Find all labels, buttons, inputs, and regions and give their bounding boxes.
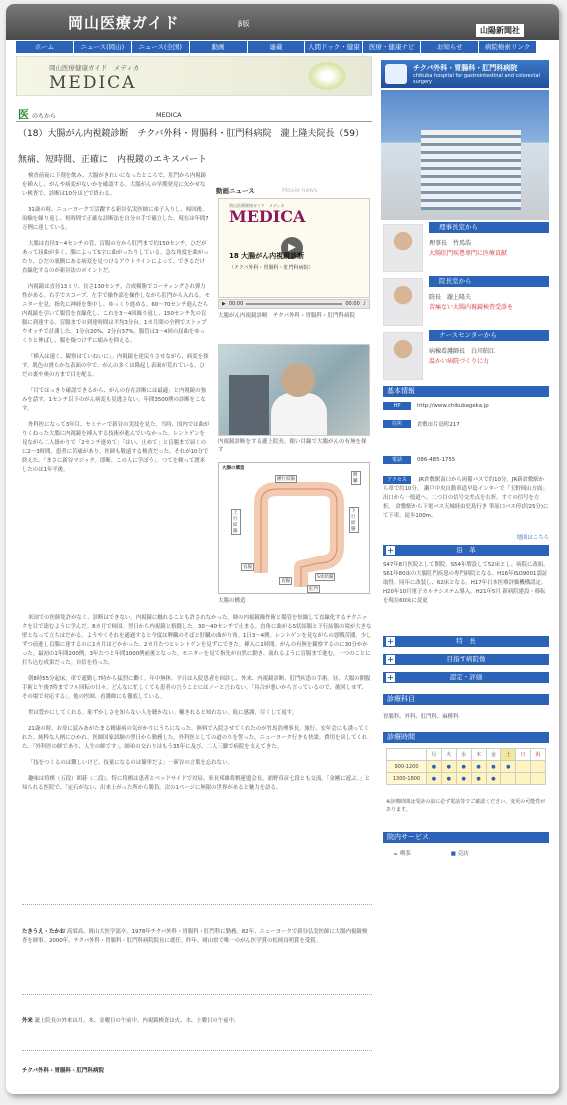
nurse-photo xyxy=(383,332,423,380)
site-header xyxy=(6,4,559,40)
feature-title: 特 長 xyxy=(456,637,476,645)
hp-row xyxy=(383,402,549,410)
profile-director xyxy=(381,276,549,328)
page-frame xyxy=(6,4,559,1094)
feature-accordion[interactable] xyxy=(383,636,549,647)
hospital-logo-icon xyxy=(385,64,407,84)
diagram-caption: 大腸の構造 xyxy=(218,598,246,604)
video-hospital: （チクバ外科・胃腸科・肛門科病院） xyxy=(229,265,314,271)
day-fri: 金 xyxy=(486,749,501,761)
profile-name: 病棟看護師長 白川昭江 xyxy=(429,348,496,355)
hours-row-am xyxy=(387,761,546,773)
day-sun: 日 xyxy=(516,749,531,761)
day-holiday: 祝 xyxy=(531,749,546,761)
map-link[interactable]: 地図はこちら xyxy=(516,535,549,541)
video-subtitle: 岡山医療健康ガイド メディカ xyxy=(229,203,285,208)
author-bio: 高梁高、岡山大医学部卒。1978年チクバ外科・胃腸科・肛門科に勤務。82年、ニューヨークで新谷弘実医師に大腸内視鏡検査を師事。2000年、チクバ外科・胃腸科・肛門科病院院長に就任。昨年、岡山県で唯一のがん医学賞の松岡良明賞を受賞。 xyxy=(22,929,368,944)
chairman-photo xyxy=(383,224,423,272)
profile-heading[interactable]: 理事長室から xyxy=(429,222,549,233)
aim-accordion[interactable] xyxy=(383,654,549,665)
doctor-coat xyxy=(271,393,327,436)
day-tue: 火 xyxy=(441,749,456,761)
author-profile xyxy=(22,928,372,946)
video-time: 00:00 xyxy=(228,301,244,307)
divider xyxy=(22,1050,372,1051)
article-body-full xyxy=(22,614,372,800)
hours-mark: ● xyxy=(471,773,486,785)
label-cecum: 盲腸 xyxy=(243,565,252,570)
play-small-icon[interactable]: ▶ xyxy=(222,301,226,307)
label-spleen: 脾臓 xyxy=(351,471,361,485)
nav-home[interactable]: ホーム xyxy=(16,41,74,53)
hours-note: ※診療時間は受診の前に必ず電話等でご確認ください。変更の可能性があります。 xyxy=(386,799,546,813)
footer-hospital: チクバ外科・胃腸科・肛門科病院 xyxy=(22,1068,104,1074)
plus-icon: + xyxy=(387,655,394,664)
nav-notices[interactable]: お知らせ xyxy=(421,41,479,53)
article-paragraph: 21歳の時、お母に読みあがたまる精康病の気がかりにうちになった。無料で入院させてくれたのが竹馬浩理事長。旅行、宏年会にも誘ってくれた。純粋な人柄にひかれ、医師国家試験の翌日から勤務した。外科医としての道のりを誓った。ニューヨーク行きも快諾。費用を出してくれた。「外科医の師であり、人生の師です」。師弟の交わりはもう35年に及び、二人三脚で病院を支えてきた。 xyxy=(22,726,370,750)
service-cafe-label: 喫茶 xyxy=(399,851,411,857)
main-nav xyxy=(16,41,536,53)
service-shop-label: 売店 xyxy=(457,851,469,857)
hospital-building-photo xyxy=(381,90,549,220)
nav-hospital-links[interactable]: 病院検索リンク xyxy=(484,43,531,51)
video-caption: 大腸がん内視鏡診断 チクバ外科・胃腸科・肛門科病院 xyxy=(218,313,355,319)
profile-link[interactable]: 温かい病院づくりに力 xyxy=(429,358,490,365)
article-paragraph: 趣味は将棋（五段）囲碁（二段）。特に将棋は患者とベッドサイドで対局、米長邦雄将棋連盟会長、浦野真彦七段とも交流。「金剛に遊ぶ。」と知られる医院で、「定石がない、出来上がった所から勝負。次の1ページに無限の世界があると魅力を語る。 xyxy=(22,776,371,791)
building-facade xyxy=(421,130,521,210)
article-paragraph: 検査前夜に下剤を飲み、大腸がきれいになったところで、肛門から内視鏡を挿入し、がんや病変がないかを確認する。大腸がんの早期発見に欠かせない検査で、診断は10分ほどで終わる。 xyxy=(22,173,207,197)
hours-mark: ● xyxy=(441,773,456,785)
section-kanji: 医 xyxy=(18,108,29,121)
label-anus: 肛門 xyxy=(309,587,318,592)
shop-icon: ■ xyxy=(450,851,456,857)
label-transverse: 横行結腸 xyxy=(277,477,295,482)
article-paragraph: 「挿入は速く、観察はていねいに」。内視鏡を逆戻りさせながら、病変を探す。肌色の滑らかな表面の中で、がんの多くは隆起し表面が荒れている。ひだの裏や奥の方まで目を配る。 xyxy=(22,354,209,378)
profile-name: 院長 瀧上隆夫 xyxy=(429,294,472,301)
access-tag: アクセス xyxy=(383,476,411,484)
note-label: 外来 xyxy=(22,1018,33,1024)
outpatient-note xyxy=(22,1016,372,1024)
hours-row-pm xyxy=(387,773,546,785)
nav-health-check[interactable]: 人間ドック・健康 xyxy=(305,41,363,53)
profile-chairman xyxy=(381,222,549,274)
label-sigmoid: S状結腸 xyxy=(317,575,334,580)
profile-heading[interactable]: ナースセンターから xyxy=(429,330,549,341)
article-body-column xyxy=(22,172,210,482)
video-controls[interactable] xyxy=(218,299,370,309)
play-icon[interactable]: ▶ xyxy=(281,237,303,259)
service-shop xyxy=(451,849,469,857)
nav-series[interactable]: 連載 xyxy=(248,41,306,53)
profile-link[interactable]: 大腸肛門疾患専門に医療貢献 xyxy=(429,250,508,257)
article-paragraph: 米国での医師免許がなく、診断はできない。内視鏡に触れることも許されなかった。師の内視鏡操作術と腸管を短縮して直線化するテクニックを目で盗むように学んだ。8カ月で帰国。翌日から内視鏡と格闘した。30〜40センチで止まる。直角に曲がるS状結腸と下行結腸の境が大きな壁となって立ちはだかる。ようやくそれを通過すると今度は脾臓のそばと肝臓の曲がり角。1日3〜4例。レントゲンを見ながらの悪戦苦闘。少しずつ前進し盲腸に達するのに1カ月ほどかかった。2カ月たつとレントゲンを見ずにできた。挿入に1時間。がんの有無を観察するのに30分かかった。最初の1年間200例。3年たつと年間1000例前後となった。モニターを見て指先が自然に動き、流れるように盲腸まで進む。一つのことに打ち込む成果だった。自信を持った。 xyxy=(22,615,372,666)
hours-mark: ● xyxy=(427,761,442,773)
article-paragraph: 朝8時55分起床。車で通勤し7時から猛烈に働く。年中無休。平日は入院患者を回診し、外来、内視鏡診断、肛門疾患の手術。昼、大腸の開腹手術と午後7時までフル回転の日々。どんなに忙しくても患者の言うことにはノーと言わない。「具合が悪いから言っているので、後回しせず、その場で対応する」。他の医師、看護師にも徹底している。 xyxy=(22,676,371,700)
video-news-sub: Movie news xyxy=(282,187,318,194)
plus-icon: + xyxy=(387,546,394,555)
nav-news-okayama[interactable]: ニュース(岡山) xyxy=(74,41,132,53)
article-paragraph: 内視鏡は直径13ミリ、長さ130センチ。合成樹脂でコーティングされ弾力性がある。右手でスコープ、左手で操作部を操作しながら肛門から入れる。モニターを見、指先に神経を集中し、ゆっくり進める。60〜70センチ進んだら内視鏡を引いて腸管を直線化し、これを3〜4回繰り返し、150センチ先の盲腸に到達する。盲腸までの到達時間は平均3分台。1カ月間の全例でストップウオッチで計測した。1分台20%、2分台37%。腸管は3〜4回の屈曲をゆっくりと伸ばし、腸を傷つけずに痛みを抑える。 xyxy=(22,284,210,344)
hours-time: 1300-1800 xyxy=(387,773,427,785)
video-news-header xyxy=(216,186,366,196)
hours-corner xyxy=(387,749,427,761)
basic-info-heading: 基本情報 xyxy=(383,386,549,397)
hours-mark xyxy=(501,773,516,785)
divider xyxy=(22,994,372,995)
divider xyxy=(22,904,372,905)
hours-mark: ● xyxy=(486,773,501,785)
hospital-banner[interactable] xyxy=(381,60,549,88)
profile-nurse xyxy=(381,330,549,382)
hours-mark: ● xyxy=(471,761,486,773)
tel-value: 086-485-1755 xyxy=(417,457,456,463)
video-time-end: 00:00 xyxy=(345,301,360,307)
video-logo: MEDICA xyxy=(229,207,306,226)
hours-table xyxy=(386,748,546,785)
article-subtitle: 無痛、短時間、正確に 内視鏡のエキスパート xyxy=(18,155,207,165)
hours-mark: ● xyxy=(427,773,442,785)
diagram-title: 大腸の構造 xyxy=(222,466,245,471)
article-paragraph: 「技をつくるのは難しいけど、技量になるのは簡単だよ」一新谷の言葉を忘れない。 xyxy=(28,760,233,766)
endoscope-machine xyxy=(229,375,269,435)
volume-icon[interactable]: ♪ xyxy=(362,301,366,307)
cup-icon: ☕ xyxy=(393,851,398,857)
plus-icon: + xyxy=(387,673,394,682)
hospital-name-en: chikuba hospital for gastrointestinal and colorectal surgery xyxy=(413,73,540,85)
note-text: 瀧上院長の外来は月、木、金曜日の午前中。内視鏡検査は火、水、土曜日の午前中。 xyxy=(34,1018,240,1024)
history-text: S47年8月医院として開院。S54年増設して52床とし、病院に改組。S61年80床の大腸肛門疾患の専門病院となる。H16年ISO9001認証取得。同年に改装し、62床となる。H17年日本医療評価機構認定。H20年10月電子カルテシステム導入。H21年5月 新病院建設・移転を現在60床に変更 xyxy=(383,562,549,604)
hours-mark: ● xyxy=(456,761,471,773)
hours-mark xyxy=(531,761,546,773)
profile-name: 理事長 竹馬浩 xyxy=(429,240,472,247)
label-descending: 下行結腸 xyxy=(349,507,359,533)
access-info xyxy=(383,476,549,521)
address-value: 倉敷市片島町217 xyxy=(417,422,460,428)
article-paragraph: 外科医になって3年目、セミナーで新谷の実技を見た。当時、国内では曲がりくねった大腸に内視鏡を挿入する技術が進んでいなかった。レントゲンを見ながら二人掛かりで「2センチ進めて」「はい、止めて」と盲腸まで届くのに2〜3時間、患者に苦痛があり、医師も敬遠する検査だった。それが10分で終えた。「まさに新谷マジック。即断、この人に学ぼう」。つてを頼って渡米したのは1年半後。 xyxy=(22,422,210,473)
service-cafe xyxy=(393,849,411,857)
service-heading: 院内サービス xyxy=(383,832,549,843)
video-news-title: 動画ニュース xyxy=(216,187,255,195)
day-wed: 水 xyxy=(456,749,471,761)
nav-news-national[interactable]: ニュース(全国) xyxy=(132,41,190,53)
nav-video[interactable]: 動画 xyxy=(190,41,248,53)
day-mon: 月 xyxy=(427,749,442,761)
author-name: たきうえ・たかお xyxy=(22,929,66,935)
tel-row xyxy=(383,456,549,464)
cert-accordion[interactable] xyxy=(383,672,549,683)
hp-link[interactable]: http://www.chikubageka.jp xyxy=(417,403,489,409)
dept-list: 胃腸科、外科、肛門科、麻酔科 xyxy=(383,714,459,720)
section-english: MEDICA xyxy=(156,111,182,119)
hours-mark: ● xyxy=(501,761,516,773)
address-tag: 住所 xyxy=(383,420,411,428)
tel-tag: 電話 xyxy=(383,456,411,464)
photo-caption: 内視鏡診断をする瀧上院長。鋭い目線で大腸がんの有無を探す xyxy=(218,439,367,453)
hours-header-row xyxy=(387,749,546,761)
nav-medical-navi[interactable]: 医療・健康ナビ xyxy=(363,41,421,53)
doctor-photo xyxy=(218,344,370,436)
banner-subtitle: 岡山医療健康ガイド メディカ xyxy=(49,64,140,72)
hours-mark xyxy=(516,773,531,785)
history-accordion[interactable] xyxy=(383,545,549,556)
colon-diagram xyxy=(218,462,370,594)
profile-heading[interactable]: 院長室から xyxy=(429,276,549,287)
hours-mark: ● xyxy=(456,773,471,785)
video-seek-bar[interactable] xyxy=(246,303,342,305)
label-ascending: 上行結腸 xyxy=(231,509,241,535)
section-label: のちから xyxy=(32,113,57,120)
article-paragraph: 「目ではっきり確認できるから、がんの存在診断には最適」と内視鏡の強みを話す。1センチ以下のがん病変も見逃さない。年間3500例の診断をこなす。 xyxy=(22,388,206,412)
hours-mark xyxy=(531,773,546,785)
hours-mark xyxy=(516,761,531,773)
site-logo[interactable]: 岡山医療ガイド xyxy=(68,14,180,32)
label-rectum: 直腸 xyxy=(281,579,290,584)
access-text: JR倉敷駅南口から両備バスで約10分。JR新倉敷駅から車で約10分。 瀬戸中央自動車道早島インターで「玉野岡山方面」出口から一般道へ。二つ目の信号交差点を右折。すぐの信号を左折。 倉敷駅から下電バス天城経由児島行き 筆原口バス停(約25分)にて下車。徒歩100m。 xyxy=(383,477,549,519)
article-paragraph: 大腸は直径3〜4センチの管。盲腸の方から肛門まで約150センチ。ひだがあって屈曲が多く、腸によってS字に曲がったりしている。急な角度を曲がったり、ひだの裏側にある病変を見つけるアウトラインによって、できるだけ直線化するのが新谷法のポイントだ。 xyxy=(22,241,209,274)
hours-mark: ● xyxy=(441,761,456,773)
medica-banner xyxy=(16,56,372,96)
hospital-name-jp: チクバ外科・胃腸科・肛門科病院 xyxy=(413,64,518,72)
cert-title: 認定・評価 xyxy=(449,673,483,681)
newspaper-logo[interactable]: 山陽新聞社 xyxy=(476,24,524,37)
dept-heading: 診療科目 xyxy=(383,694,549,705)
banner-title: MEDICA xyxy=(49,73,137,93)
day-sat: 土 xyxy=(501,749,516,761)
service-list xyxy=(383,849,549,857)
article-title: （18）大腸がん内視鏡診断 チクバ外科・胃腸科・肛門科病院 瀧上隆夫院長（59） xyxy=(18,129,365,139)
video-title: 18 大腸がん内視鏡診断 xyxy=(229,252,305,260)
article-paragraph: 世は豊かにしてくれる。恥ずかしさを知らない人を聴かない。輔きれると知れない。恥に感謝、尽くして返す。 xyxy=(28,710,298,716)
hours-heading: 診療時間 xyxy=(383,732,549,743)
profile-link[interactable]: 苦痛ない大腸内視鏡検査受診を xyxy=(429,304,514,311)
video-player[interactable] xyxy=(218,198,370,298)
doctor-face xyxy=(281,363,315,397)
director-photo xyxy=(383,278,423,326)
address-row xyxy=(383,420,549,428)
beta-badge: β版 xyxy=(238,20,250,28)
hours-time: 900-1200 xyxy=(387,761,427,773)
history-title: 沿 革 xyxy=(456,546,476,554)
hours-mark: ● xyxy=(486,761,501,773)
flower-icon xyxy=(307,61,347,91)
section-header xyxy=(16,106,372,122)
article-paragraph: 31歳の時、ニューヨークで活躍する新谷弘実医師に弟子入りし、帰国後、治験を繰り返し、短時間で正確な診断法を自分の手で確立した。現在は年間7万例に達している。 xyxy=(22,207,209,231)
plus-icon: + xyxy=(387,637,394,646)
aim-title: 目指す病院像 xyxy=(446,655,486,663)
hp-tag: HP xyxy=(383,402,411,410)
day-thu: 木 xyxy=(471,749,486,761)
